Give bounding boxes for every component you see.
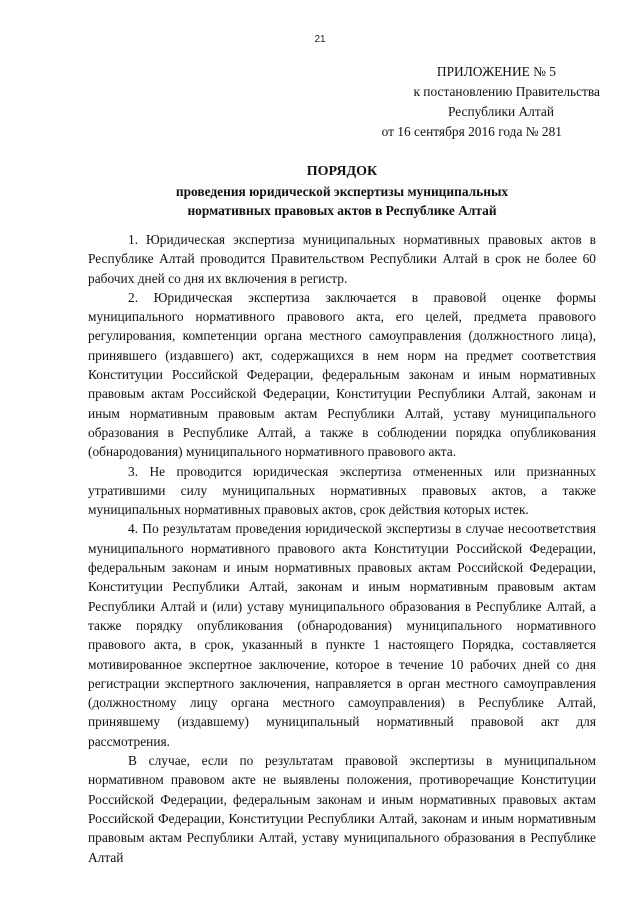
paragraph-3: 3. Не проводится юридическая экспертиза отмененных или признанных утратившими силу муниципальных нормативных правовых актов, а также муниципальных нормативных правовых актов, срок действия которых истек. xyxy=(88,463,596,518)
title-subtitle-line-2: нормативных правовых актов в Республике Алтай xyxy=(187,203,497,218)
paragraph-5: В случае, если по результатам правовой экспертизы в муниципальном нормативном правовом акте не выявлены положения, противоречащие Конституции Российской Федерации, федеральным законам и иным нормативных правовых актам Российской Федерации, Конституции Республики Алтай, законам и иным нормативным правовым актам Республики Алтай, уставу муниципального образования в Республике Алтай xyxy=(88,753,596,865)
appendix-title: ПРИЛОЖЕНИЕ № 5 xyxy=(436,64,556,79)
document-title xyxy=(88,162,596,220)
paragraph-2: 2. Юридическая экспертиза заключается в правовой оценке формы муниципального нормативного правового акта, его целей, предмета правового регулирования, компетенции органа местного самоуправления (должностного лица), принявшего (издавшего) акт, содержащихся в нем норм на предмет соответствия Конституции Российской Федерации, федеральным законам и иным нормативных правовым актам Российской Федерации, Конституции Республики Алтай, законам и иным нормативным правовым актам Республики Алтай, уставу муниципального образования в Республике Алтай, а также в соблюдении порядка опубликования (обнародования) муниципального нормативного правового акта. xyxy=(88,289,596,460)
appendix-date: от 16 сентября 2016 года № 281 xyxy=(381,124,562,139)
paragraph-4: 4. По результатам проведения юридической экспертизы в случае несоответствия муниципального нормативного правового акта Конституции Российской Федерации, федеральным законам и иным нормативных правовых актам Российской Федерации, Конституции Республики Алтай, законам и иным нормативным правовым актам Республики Алтай и (или) уставу муниципального образования в Республике Алтай, а также порядку опубликования (обнародования) муниципального нормативного правового акта, в срок, указанный в пункте 1 настоящего Порядка, составляется мотивированное экспертное заключение, которое в течение 10 рабочих дней со дня регистрации экспертного заключения, направляется в орган местного самоуправления (должностному лицу органа местного самоуправления) в Республике Алтай, принявшему (издавшему) муниципальный нормативный правовой акт для рассмотрения. xyxy=(88,521,596,749)
page-number: 21 xyxy=(314,34,326,45)
appendix-reference: к постановлению Правительства xyxy=(413,84,600,99)
appendix-issuer: Республики Алтай xyxy=(447,104,554,119)
appendix-header xyxy=(300,62,600,142)
paragraph-1: 1. Юридическая экспертиза муниципальных нормативных правовых актов в Республике Алтай проводится Правительством Республики Алтай в срок не более 60 рабочих дней со дня их включения в регистр. xyxy=(88,232,596,286)
title-main: ПОРЯДОК xyxy=(306,164,378,179)
document-body xyxy=(88,230,596,867)
title-subtitle-line-1: проведения юридической экспертизы муниципальных xyxy=(175,184,509,199)
